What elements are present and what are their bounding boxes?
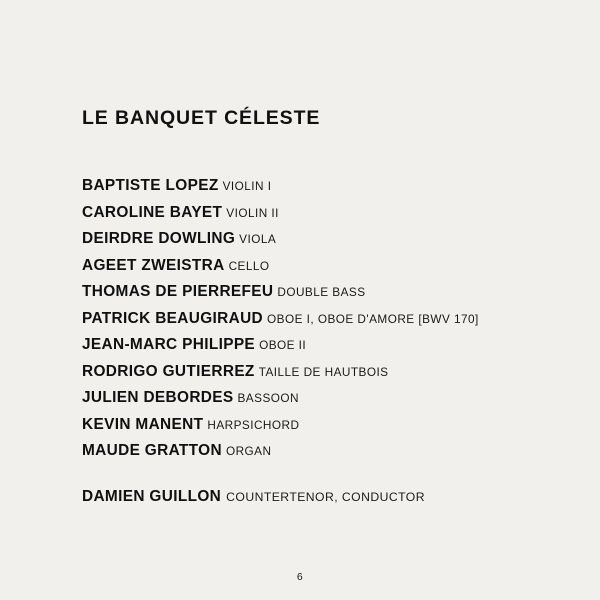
list-item-conductor (82, 487, 560, 507)
performer-role: VIOLIN I (222, 179, 272, 194)
list-item (82, 335, 560, 355)
performer-name: JEAN-MARC PHILIPPE (82, 336, 256, 354)
page-title: LE BANQUET CÉLESTE (82, 107, 321, 129)
list-item (82, 229, 560, 249)
performer-name: MAUDE GRATTON (82, 442, 222, 460)
performer-role: VIOLA (239, 232, 277, 247)
performer-role: ORGAN (225, 444, 272, 459)
performer-name: JULIEN DEBORDES (82, 389, 234, 407)
performer-role: HARPSICHORD (207, 417, 300, 432)
page-content (82, 108, 560, 514)
performer-role: VIOLIN II (226, 205, 279, 220)
performer-name: THOMAS DE PIERREFEU (82, 283, 274, 301)
performer-role: BASSOON (237, 391, 299, 406)
conductor-role: COUNTERTENOR, CONDUCTOR (226, 490, 425, 505)
performer-role: OBOE I, OBOE D'AMORE [BWV 170] (267, 311, 479, 326)
performer-name: PATRICK BEAUGIRAUD (82, 309, 264, 327)
page-number: 6 (296, 571, 304, 583)
list-item (82, 388, 560, 408)
list-item (82, 441, 560, 461)
list-item (82, 203, 560, 223)
list-item (82, 415, 560, 435)
performer-name: CAROLINE BAYET (82, 203, 223, 221)
performer-name: BAPTISTE LOPEZ (82, 177, 219, 195)
list-item (82, 309, 560, 329)
performer-role: TAILLE DE HAUTBOIS (258, 364, 389, 379)
performer-list (82, 176, 560, 507)
list-item (82, 282, 560, 302)
list-item (82, 256, 560, 276)
performer-name: DEIRDRE DOWLING (82, 230, 236, 248)
performer-name: KEVIN MANENT (82, 415, 204, 433)
performer-role: DOUBLE BASS (277, 285, 366, 300)
conductor-name: DAMIEN GUILLON (82, 488, 222, 506)
performer-name: RODRIGO GUTIERREZ (82, 362, 255, 380)
performer-role: CELLO (228, 258, 270, 273)
performer-name: AGEET ZWEISTRA (82, 256, 225, 274)
performer-role: OBOE II (259, 338, 307, 353)
list-item (82, 362, 560, 382)
list-item (82, 176, 560, 196)
